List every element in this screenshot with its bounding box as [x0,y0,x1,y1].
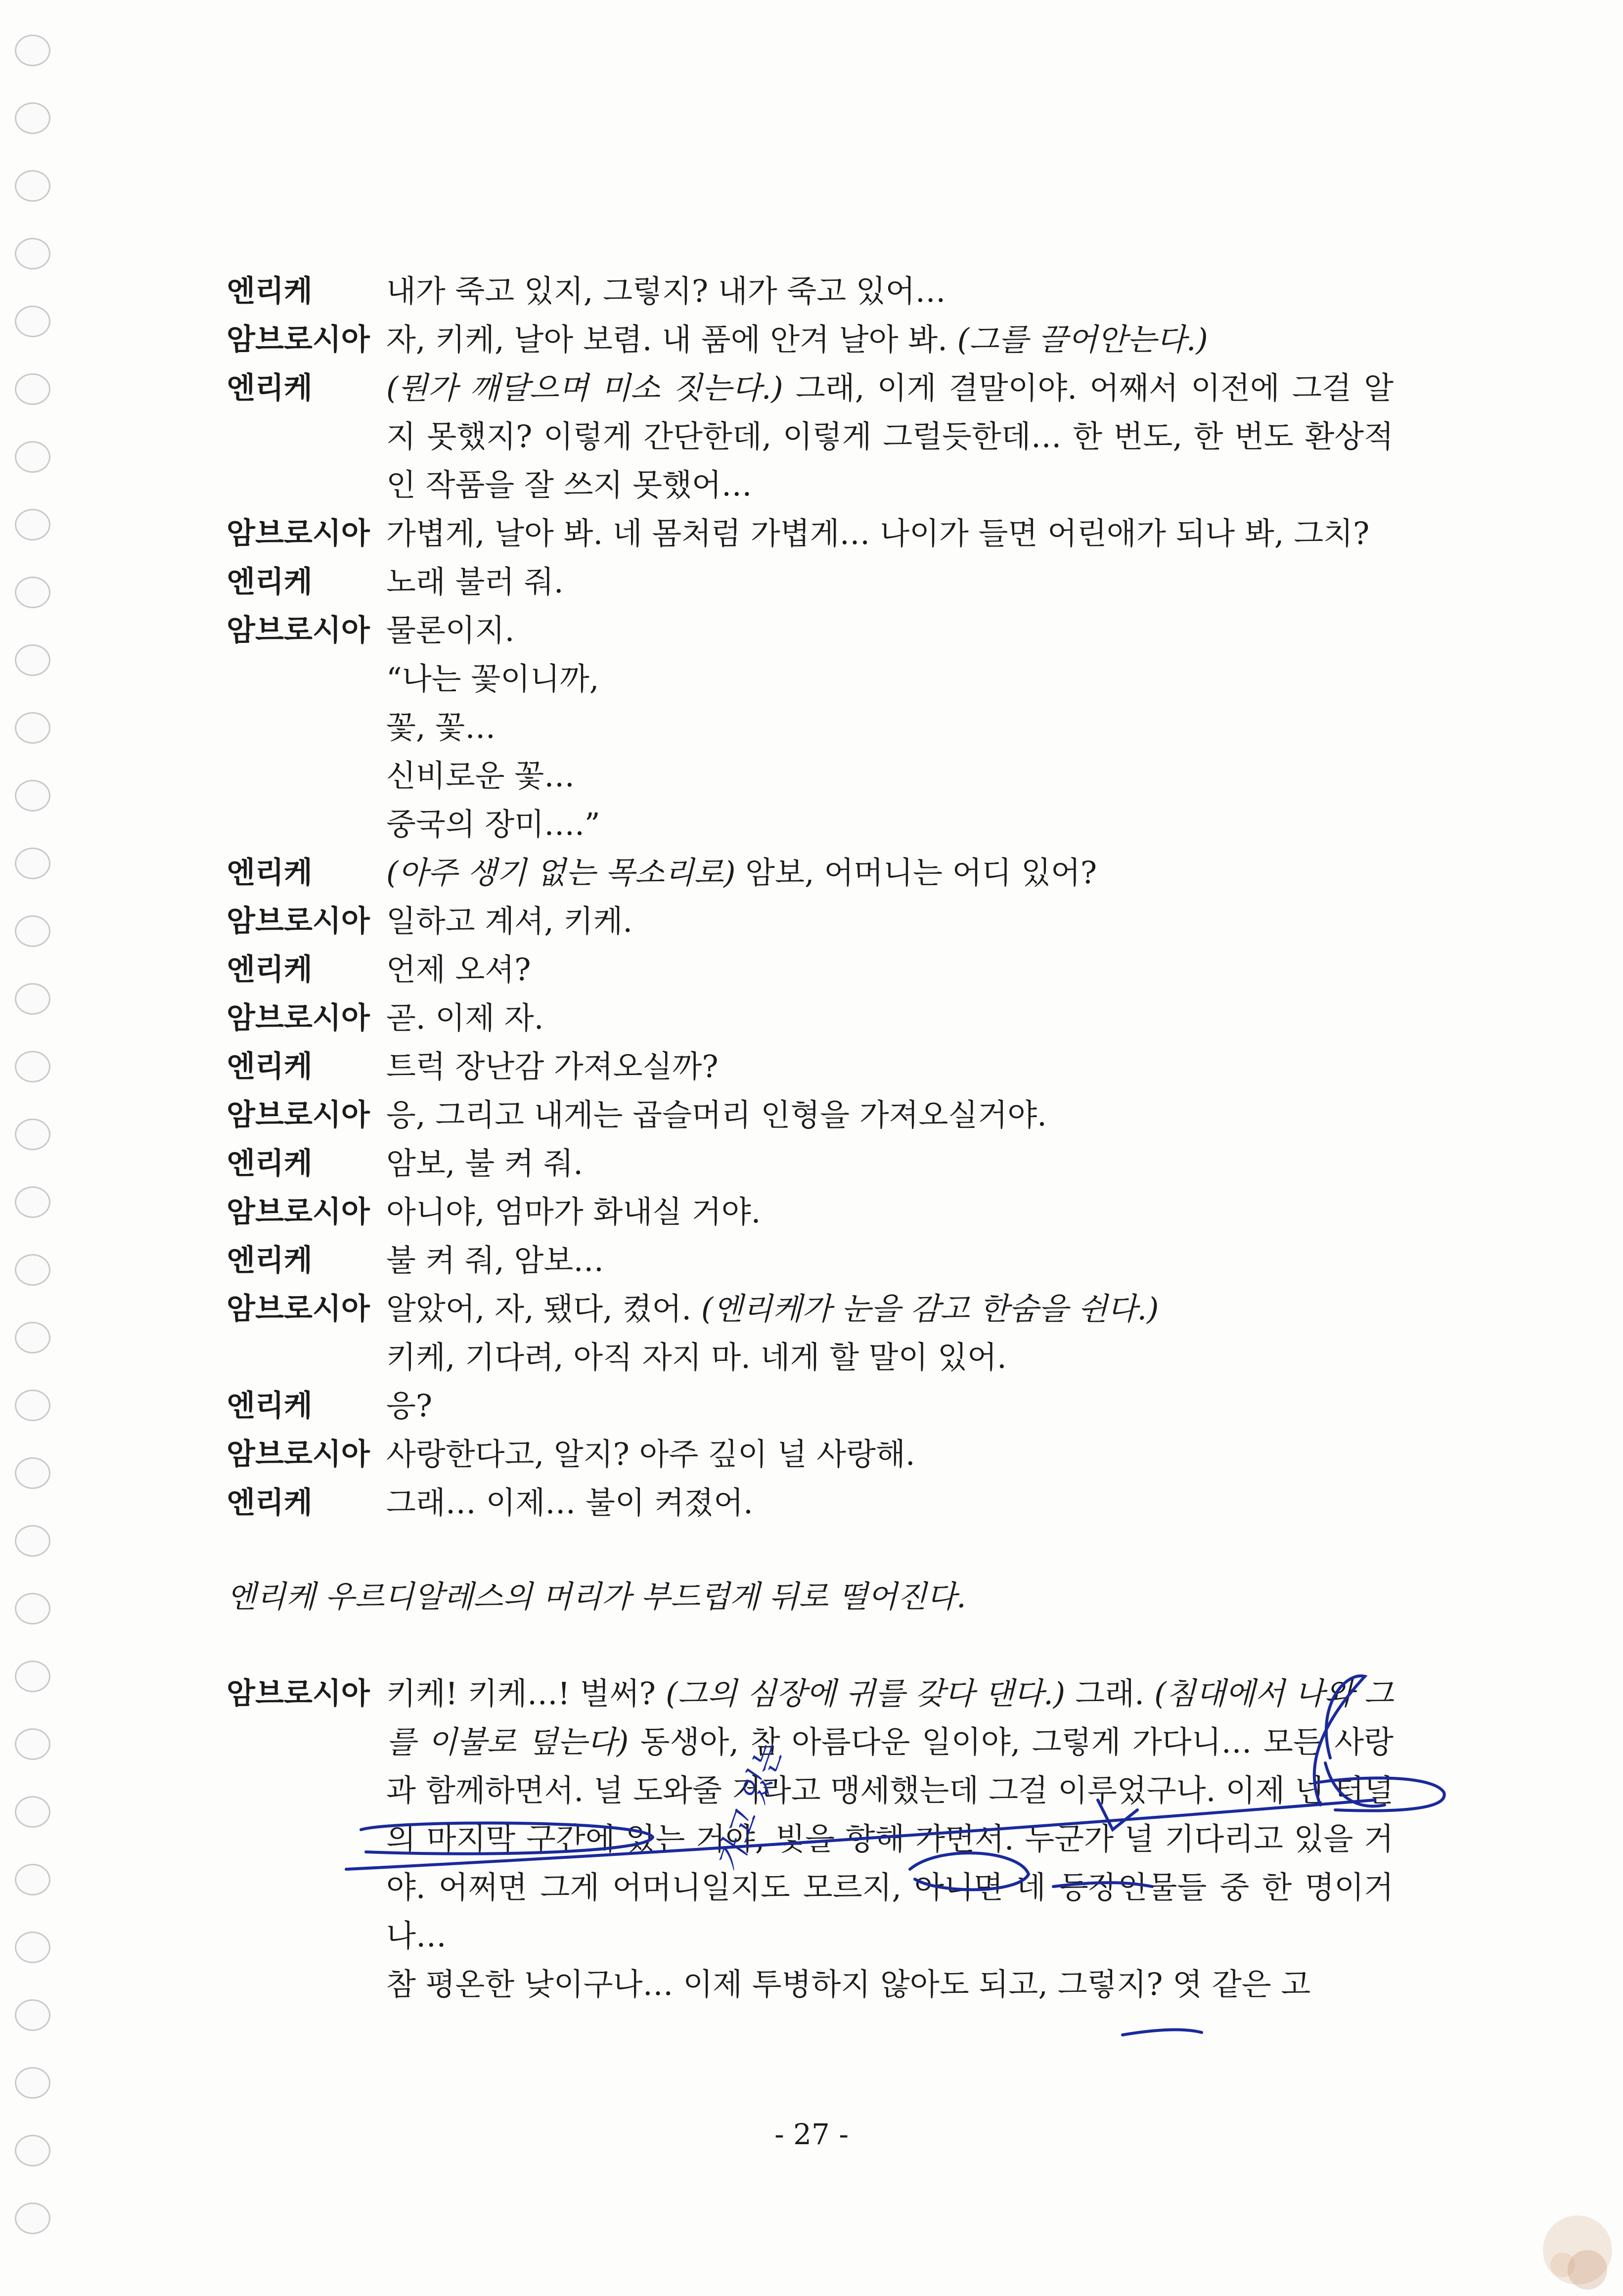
line-text-part: 트럭 장난감 가져오실까? [386,1048,719,1084]
dialogue-line [226,1382,1394,1430]
line-text [386,1236,1394,1285]
line-text-part: 꽃, 꽃… [386,709,496,745]
dialogue-line [226,1188,1394,1236]
binder-hole [15,1796,50,1828]
binder-hole [15,2203,50,2234]
speaker-name: 암브로시아 [226,322,370,357]
binder-hole [15,983,50,1015]
speaker-name: 암브로시아 [226,516,370,551]
speaker-name: 암브로시아 [226,904,370,939]
dialogue-line [226,897,1394,945]
direction: (아주 생기 없는 목소리로) [386,855,736,891]
line-text-part: 곧. 이제 자. [386,1000,544,1036]
speaker-name: 엔리케 [226,274,313,309]
line-text-part: 키케, 기다려, 아직 자지 마. 네게 할 말이 있어. [386,1339,1007,1375]
dialogue-line [226,558,1394,606]
binder-hole [15,1119,50,1150]
line-text: 참 평온한 낮이구나… 이제 투병하지 않아도 되고, 그렇지? 엿 같은 고 [386,1966,1311,2002]
line-text-part: 가볍게, 날아 봐. 네 몸처럼 가볍게… 나이가 들면 어린애가 되나 봐, 그치? [386,515,1370,551]
line-text [386,945,1394,994]
line-text [386,606,1394,655]
line-text [386,849,1394,897]
dialogue-line [226,606,1394,655]
direction: (뭔가 깨달으며 미소 짓는다.) [386,370,783,406]
line-text [386,800,1394,849]
line-text-part: 불 켜 줘, 암보… [386,1242,604,1278]
line-text-part: 아니야, 엄마가 화내실 거야. [386,1194,761,1230]
speaker-name: 엔리케 [226,1486,313,1520]
line-text [386,558,1394,606]
direction: (엔리케가 눈을 감고 한숨을 쉰다.) [701,1291,1159,1327]
speaker-name: 엔리케 [226,1389,313,1423]
line-text [386,267,1394,315]
speaker-name: 암브로시아 [226,1676,370,1711]
dialogue-line [226,752,1394,800]
strike-stroke [1123,2030,1202,2035]
line-text [386,897,1394,945]
line-text-part: 그래, 이게 결말이야. 어째서 이전에 그걸 알지 못했지? 이렇게 간단한데, 이렇게 그럴듯한데… 한 번도, 한 번도 환상적인 작품을 잘 쓰지 못했어… [386,370,1394,503]
line-text-part: 중국의 장미….” [386,806,600,842]
paper-stain [1503,2176,1617,2290]
speaker-name: 엔리케 [226,1243,313,1278]
line-text-part: 응, 그리고 내게는 곱슬머리 인형을 가져오실거야. [386,1097,1047,1133]
line-text-part: 키케! 키케…! 벌써? [386,1675,666,1711]
speaker-name: 엔리케 [226,855,313,890]
line-text-part: 사랑한다고, 알지? 아주 깊이 널 사랑해. [386,1436,915,1472]
line-text [386,703,1394,752]
line-text [386,1285,1394,1333]
binder-hole [15,780,50,811]
dialogue-lines [226,267,1394,1527]
dialogue-line [226,994,1394,1042]
line-text-part: “나는 꽃이니까, [386,661,599,697]
binder-hole [15,2067,50,2099]
dialogue-line [226,703,1394,752]
speaker-name: 엔리케 [226,1049,313,1084]
direction: (그를 끌어안는다.) [957,321,1208,358]
dialogue-line [226,1479,1394,1527]
speaker-name: 암브로시아 [226,1437,370,1472]
binder-hole [15,1593,50,1624]
dialogue-line [226,849,1394,897]
dialogue-line [226,315,1394,364]
line-text [386,1430,1394,1479]
line-text [386,1091,1394,1139]
line-text [386,1188,1394,1236]
line-text-part: 그래. [1065,1675,1155,1711]
binder-hole [15,35,50,66]
speaker-name: 암브로시아 [226,1195,370,1229]
dialogue-line [226,1285,1394,1333]
line-text-part: 일하고 계셔, 키케. [386,903,633,939]
binder-hole [15,1932,50,1963]
line-text-part: 응? [386,1388,433,1424]
line-text [386,315,1394,364]
direction: (그의 심장에 귀를 갖다 댄다.) [666,1675,1066,1711]
dialogue-line [226,1333,1394,1382]
line-text [386,509,1394,558]
line-text-part: 그래… 이제… 불이 켜졌어. [386,1485,753,1521]
binder-hole [15,848,50,879]
line-text-part: 물론이지. [386,612,515,648]
line-text-part: 암보, 불 켜 줘. [386,1145,584,1181]
dialogue-line-continuation [226,1960,1394,2009]
line-text-part: 암보, 어머니는 어디 있어? [735,855,1097,891]
line-text [386,1042,1394,1091]
line-text-part: 노래 불러 줘. [386,564,564,600]
binder-hole [15,170,50,202]
dialogue-line [226,364,1394,509]
dialogue-line [226,1042,1394,1091]
binder-hole [15,1661,50,1692]
binder-hole [15,102,50,134]
binder-holes [15,35,64,2270]
line-text-part: 언제 오셔? [386,951,531,988]
page-number: - 27 - [774,2117,849,2151]
line-text [386,994,1394,1042]
dialogue-line [226,945,1394,994]
binder-hole [15,1322,50,1353]
line-text-part: 신비로운 꽃… [386,758,575,794]
line-text [386,1333,1394,1382]
speaker-name: 엔리케 [226,952,313,987]
binder-hole [15,238,50,270]
binder-hole [15,509,50,540]
line-text [386,1139,1394,1188]
line-text [386,364,1394,509]
binder-hole [15,915,50,947]
binder-hole [15,577,50,608]
script-body [226,267,1394,2009]
speaker-name: 엔리케 [226,565,313,599]
line-text-part: 자, 키케, 날아 보렴. 내 품에 안겨 날아 봐. [386,321,957,358]
binder-hole [15,712,50,744]
binder-hole [15,1728,50,1760]
speaker-name: 암브로시아 [226,613,370,648]
line-text-part: 동생아, 참 아름다운 일이야, 그렇게 가다니… 모든 사랑과 함께하면서. 널 도와줄 거라고 맹세했는데 그걸 이루었구나. 이제 넌 터널의 마지막 구간에 있는 거야, 빛을 향해 가면서. 누군가 널 기다리고 있을 거야. 어쩌면 그게 어머니일지도 모르지, 아니면 네 등장인물들 중 한 명이거나… [386,1724,1394,1954]
dialogue-line [226,1139,1394,1188]
line-text-part: 내가 죽고 있지, 그렇지? 내가 죽고 있어… [386,273,946,309]
binder-hole [15,1999,50,2031]
binder-hole [15,1051,50,1082]
binder-hole [15,306,50,337]
dialogue-line [226,509,1394,558]
speaker-name: 엔리케 [226,1146,313,1181]
speaker-name: 암브로시아 [226,1001,370,1035]
line-text [386,1669,1394,1960]
handwritten-note: 가고 있는 [710,1740,790,1877]
dialogue-line [226,1091,1394,1139]
binder-hole [15,1457,50,1489]
speaker-name: 암브로시아 [226,1292,370,1326]
line-text [386,752,1394,800]
direction: (침대에서 나와 그를 이불로 덮는다) [386,1675,1394,1760]
line-text [386,655,1394,703]
dialogue-line [226,267,1394,315]
binder-hole [15,1186,50,1218]
binder-hole [15,1254,50,1286]
dialogue-line-final [226,1669,1394,1960]
stage-direction: 엔리케 우르디알레스의 머리가 부드럽게 뒤로 떨어진다. [226,1578,966,1615]
binder-hole [15,1864,50,1895]
binder-hole [15,644,50,676]
dialogue-line [226,655,1394,703]
dialogue-line [226,1236,1394,1285]
line-text [386,1382,1394,1430]
binder-hole [15,1390,50,1421]
binder-hole [15,1525,50,1557]
binder-hole [15,373,50,405]
line-text [386,1479,1394,1527]
speaker-name: 엔리케 [226,371,313,405]
line-text-part: 알았어, 자, 됐다, 켰어. [386,1291,701,1327]
speaker-name: 암브로시아 [226,1098,370,1132]
dialogue-line [226,1430,1394,1479]
dialogue-line [226,800,1394,849]
binder-hole [15,441,50,473]
